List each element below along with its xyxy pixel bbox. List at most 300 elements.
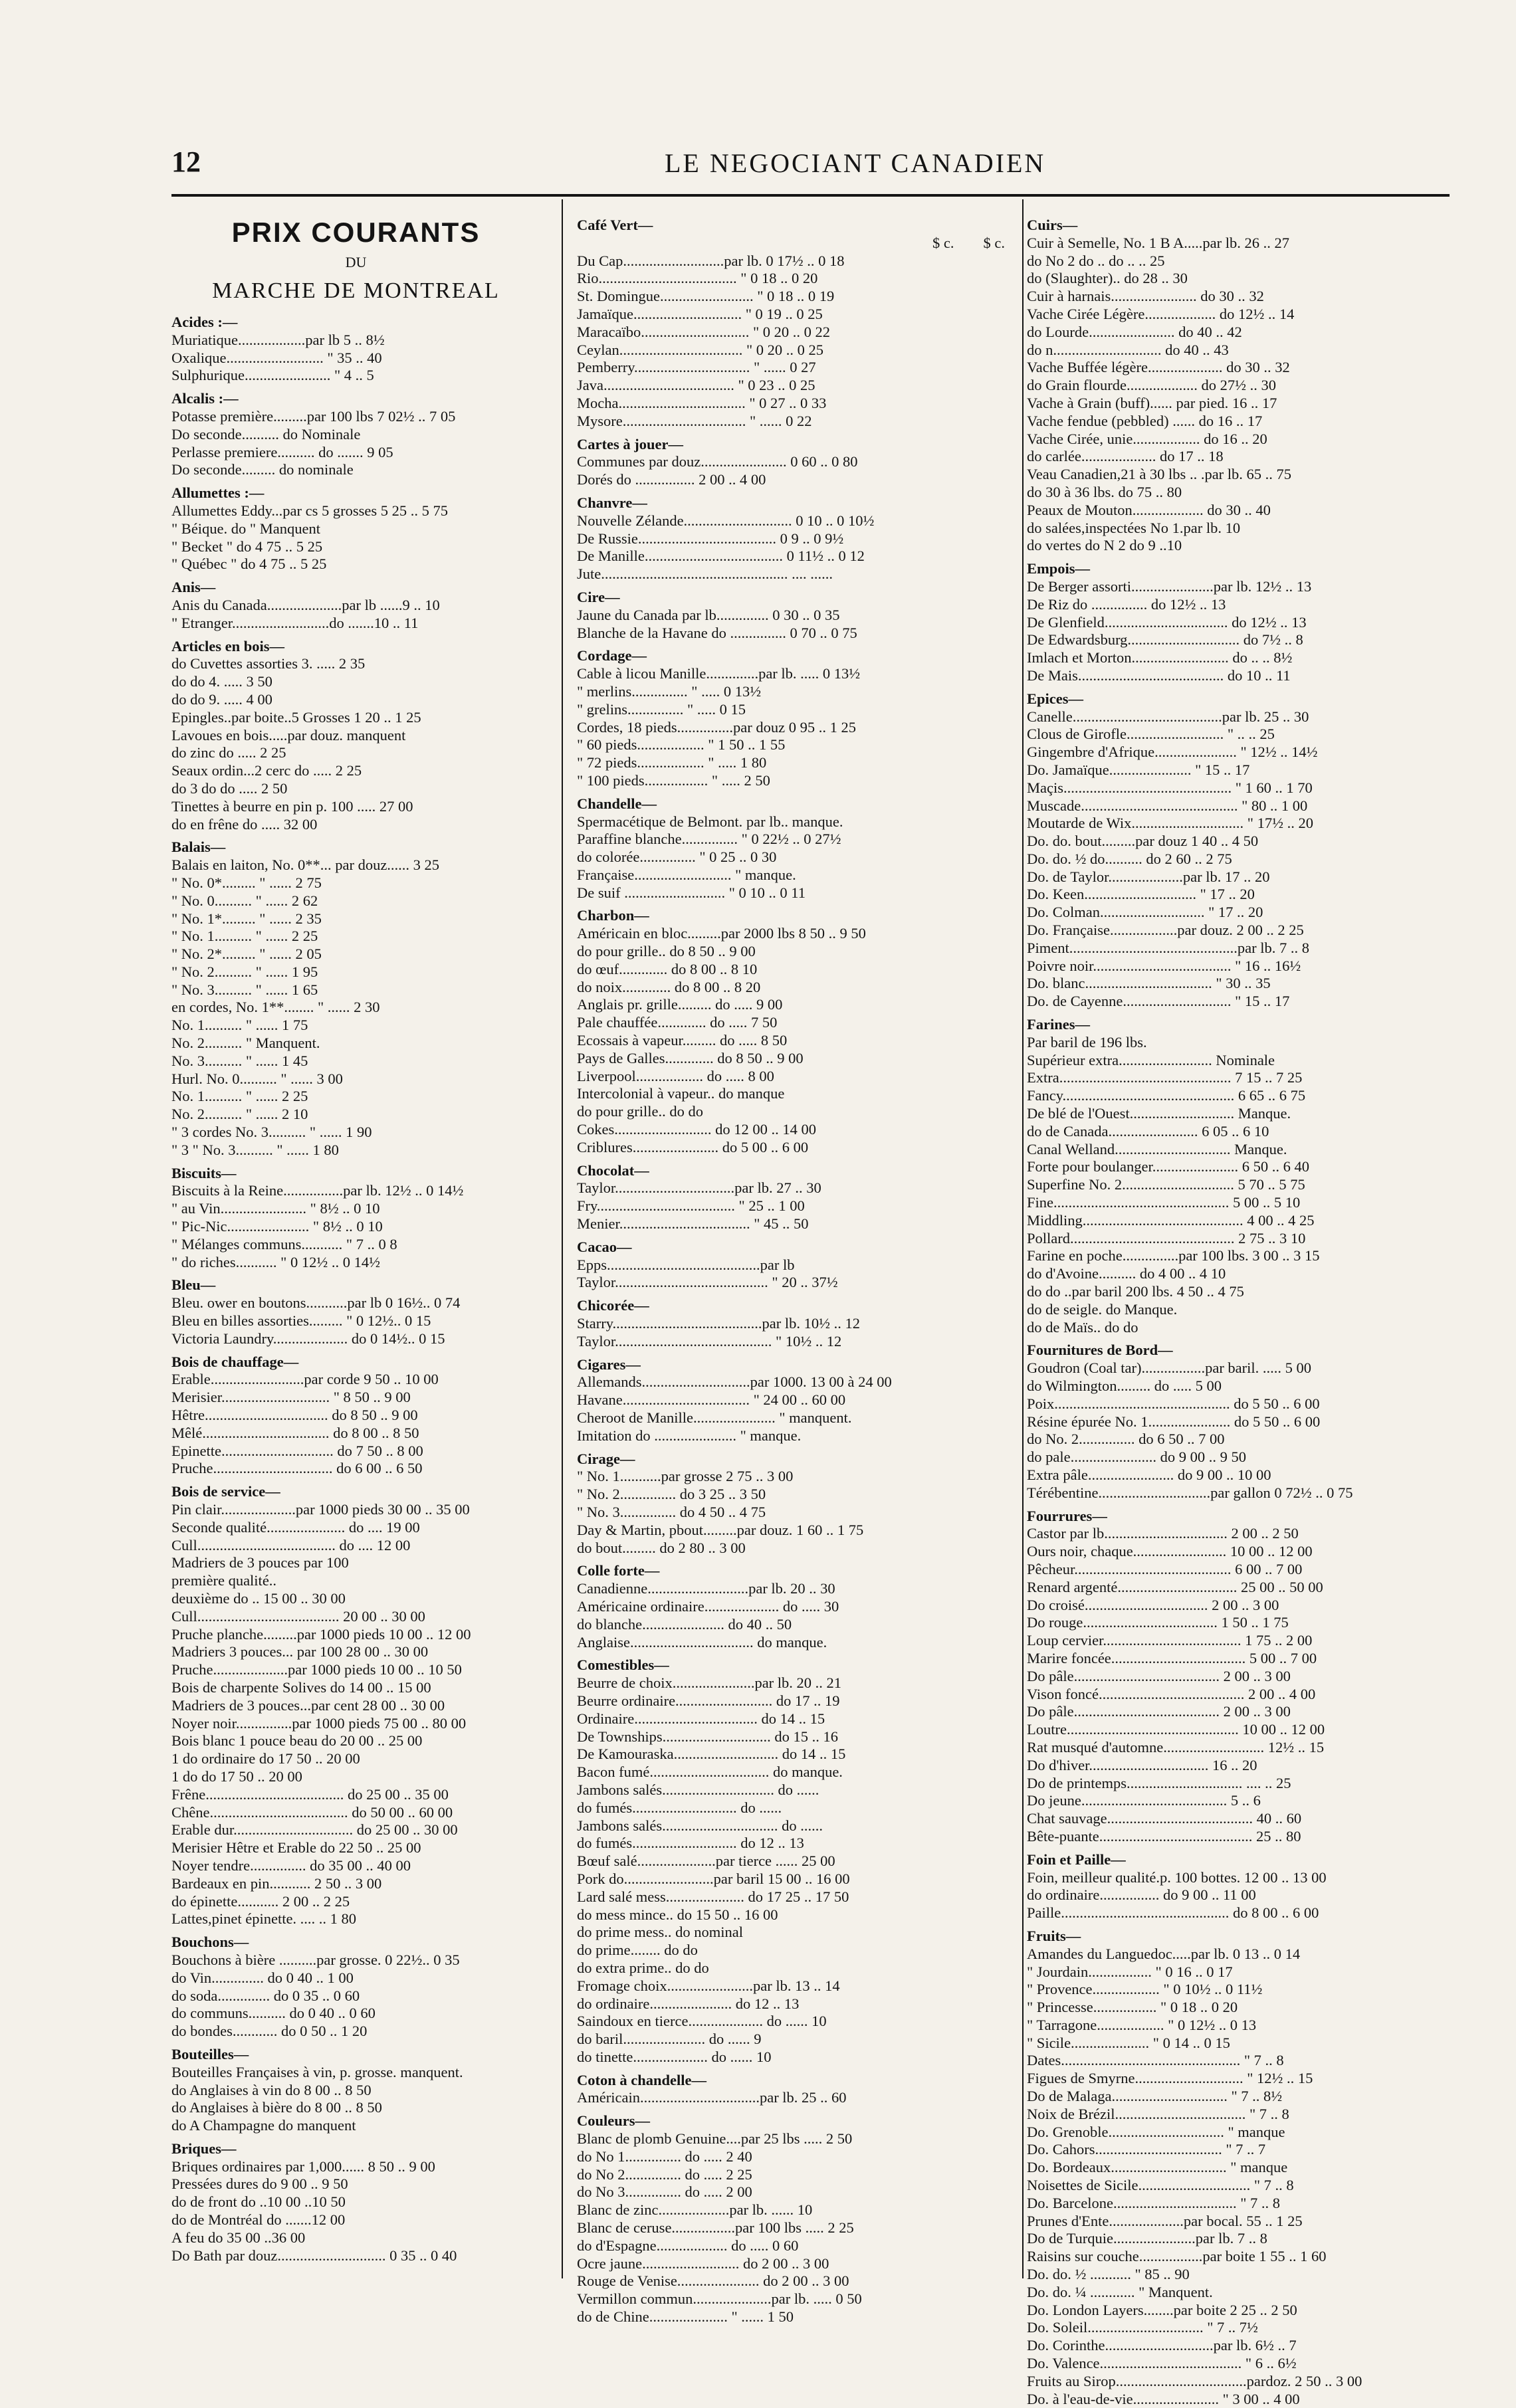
price-line: do épinette........... 2 00 .. 2 25 — [171, 1892, 350, 1910]
price-line: Nouvelle Zélande............................. 0 10 .. 0 10½ — [577, 512, 875, 529]
price-line: Renard argenté................................ 25 00 .. 50 00 — [1027, 1578, 1323, 1595]
section-title: Couleurs— — [577, 2112, 651, 2130]
price-line: Rouge de Venise...................... do 2 00 .. 3 00 — [577, 2272, 849, 2290]
price-line: Piment.............................................par lb. 7 .. 8 — [1027, 939, 1309, 956]
section-title: Foin et Paille— — [1027, 1851, 1126, 1868]
price-line: Pork do........................par baril 15 00 .. 16 00 — [577, 1870, 850, 1887]
price-line: Madriers de 3 pouces par 100 — [171, 1554, 349, 1571]
price-line: Goudron (Coal tar).................par baril. ..... 5 00 — [1027, 1359, 1312, 1377]
price-line: " 100 pieds................. " ..... 2 50 — [577, 771, 770, 789]
masthead-du: DU — [345, 254, 367, 270]
price-line: Maçis............................................. " 1 60 .. 1 70 — [1027, 779, 1313, 796]
price-line: De blé de l'Ouest............................ Manque. — [1027, 1105, 1291, 1122]
price-line: do (Slaughter).. do 28 .. 30 — [1027, 270, 1188, 287]
price-line: Chat sauvage....................................... 40 .. 60 — [1027, 1810, 1302, 1827]
price-line: Par baril de 196 lbs. — [1027, 1033, 1147, 1051]
price-line: No. 2.......... " Manquent. — [171, 1035, 320, 1052]
price-line: " Etranger..........................do .......10 .. 11 — [171, 614, 419, 631]
section-title: Biscuits— — [171, 1164, 237, 1181]
price-line: Blanche de la Havane do ............... 0 70 .. 0 75 — [577, 624, 857, 641]
price-line: " No. 3............... do 4 50 .. 4 75 — [577, 1503, 766, 1520]
price-line: De Townships............................. do 15 .. 16 — [577, 1728, 839, 1745]
price-line: Fromage choix.......................par lb. 13 .. 14 — [577, 1977, 840, 1994]
price-line: do zinc do ..... 2 25 — [171, 744, 286, 761]
price-line: " No. 1.......... " ...... 2 25 — [171, 928, 318, 945]
price-line: Bois blanc 1 pouce beau do 20 00 .. 25 00 — [171, 1732, 423, 1750]
price-line: do Anglaises à vin do 8 00 .. 8 50 — [171, 2081, 372, 2098]
price-line: Cheroot de Manille...................... " manquent. — [577, 1409, 852, 1426]
price-line: Rio..................................... " 0 18 .. 0 20 — [577, 270, 818, 287]
price-column-1 — [171, 211, 540, 2264]
price-line: Cull..................................... do .... 12 00 — [171, 1536, 411, 1554]
price-line: do do ..par baril 200 lbs. 4 50 .. 4 75 — [1027, 1283, 1244, 1300]
price-line: do No 3............... do ..... 2 00 — [577, 2183, 752, 2201]
price-line: Do. Keen.............................. " 17 .. 20 — [1027, 886, 1255, 903]
price-line: Do. Cahors.................................. " 7 .. 7 — [1027, 2141, 1266, 2158]
price-line: Forte pour boulanger....................... 6 50 .. 6 40 — [1027, 1158, 1309, 1175]
price-line: Liverpool.................. do ..... 8 00 — [577, 1067, 774, 1084]
price-line: Bête-puante......................................... 25 .. 80 — [1027, 1827, 1301, 1845]
price-line: Do. Française..................par douz. 2 00 .. 2 25 — [1027, 922, 1304, 939]
price-line: Noyer tendre............... do 35 00 .. 40 00 — [171, 1856, 411, 1874]
price-line: " Pic-Nic...................... " 8½ .. 0 10 — [171, 1218, 383, 1235]
section-title: Comestibles— — [577, 1656, 669, 1674]
price-line: Cable à licou Manille..............par lb. ..... 0 13½ — [577, 665, 861, 682]
price-line: do Grain flourde................... do 27½ .. 30 — [1027, 377, 1276, 394]
price-line: do tinette.................... do ...... 10 — [577, 2048, 772, 2065]
price-line: Ours noir, chaque......................... 10 00 .. 12 00 — [1027, 1543, 1313, 1560]
price-line: Do. London Layers........par boite 2 25 .. 2 50 — [1027, 2301, 1297, 2318]
price-line: De suif ........................... " 0 10 .. 0 11 — [577, 884, 806, 901]
section-title: Farines— — [1027, 1016, 1090, 1033]
price-line: Do rouge.................................... 1 50 .. 1 75 — [1027, 1614, 1289, 1631]
section-title: Cire— — [577, 588, 620, 605]
price-line: do bondes............ do 0 50 .. 1 20 — [171, 2023, 368, 2040]
price-line: Havane.................................. " 24 00 .. 60 00 — [577, 1391, 846, 1409]
price-line: do fumés............................ do ...... — [577, 1799, 782, 1816]
price-line: do colorée............... " 0 25 .. 0 30 — [577, 849, 777, 866]
price-line: Muscade.......................................... " 80 .. 1 00 — [1027, 797, 1308, 814]
price-line: do de front do ..10 00 ..10 50 — [171, 2193, 346, 2211]
price-line: Hêtre................................. do 8 50 .. 9 00 — [171, 1407, 418, 1424]
price-line: " Princesse................. " 0 18 .. 0 20 — [1027, 1999, 1238, 2016]
price-line: Briques ordinaires par 1,000...... 8 50 .. 9 00 — [171, 2157, 435, 2175]
price-line: do pale....................... do 9 00 .. 9 50 — [1027, 1449, 1246, 1466]
journal-title: LE NEGOCIANT CANADIEN — [665, 148, 1046, 178]
section-title: Fournitures de Bord— — [1027, 1342, 1173, 1359]
price-line: Noisettes de Sicile.............................. " 7 .. 8 — [1027, 2177, 1294, 2194]
price-line: A feu do 35 00 ..36 00 — [171, 2229, 306, 2246]
price-line: Prunes d'Ente....................par bocal. 55 .. 1 25 — [1027, 2212, 1303, 2229]
price-line: do Vin.............. do 0 40 .. 1 00 — [171, 1969, 354, 1986]
price-line: Merisier Hêtre et Erable do 22 50 .. 25 00 — [171, 1839, 421, 1856]
section-title: Alcalis :— — [171, 390, 239, 407]
price-line: Menier................................... " 45 .. 50 — [577, 1215, 809, 1233]
price-line: Madriers de 3 pouces...par cent 28 00 .. 30 00 — [171, 1696, 445, 1714]
price-line: Poivre noir..................................... " 16 .. 16½ — [1027, 957, 1301, 974]
column-divider — [1022, 199, 1024, 2278]
section-title: Balais— — [171, 839, 226, 856]
price-line: Cuir à Semelle, No. 1 B A.....par lb. 26 .. 27 — [1027, 234, 1289, 251]
price-line: do carlée.................... do 17 .. 18 — [1027, 448, 1224, 465]
price-line: " No. 1*......... " ...... 2 35 — [171, 910, 322, 927]
currency-header — [577, 235, 1022, 252]
price-line: do 30 à 36 lbs. do 75 .. 80 — [1027, 483, 1182, 500]
price-line: Paille............................................. do 8 00 .. 6 00 — [1027, 1904, 1319, 1922]
price-line: 1 do do 17 50 .. 20 00 — [171, 1767, 302, 1785]
price-line: " 3 " No. 3.......... " ...... 1 80 — [171, 1141, 339, 1158]
price-line: do No. 2............... do 6 50 .. 7 00 — [1027, 1431, 1225, 1448]
price-line: " merlins............... " ..... 0 13½ — [577, 682, 762, 700]
price-line: Do. do. ¼ ............ " Manquent. — [1027, 2283, 1213, 2300]
price-line: deuxième do .. 15 00 .. 30 00 — [171, 1589, 346, 1607]
price-line: Extra pâle....................... do 9 00 .. 10 00 — [1027, 1466, 1271, 1483]
price-line: Do. do. ½ do.......... do 2 60 .. 2 75 — [1027, 850, 1232, 867]
section-title: Bois de chauffage— — [171, 1353, 299, 1370]
price-line: do Lourde....................... do 40 .. 42 — [1027, 323, 1242, 340]
section-title: Chanvre— — [577, 494, 647, 511]
price-line: Térébentine..............................par gallon 0 72½ .. 0 75 — [1027, 1484, 1353, 1501]
price-line: No. 2.......... " ...... 2 10 — [171, 1106, 308, 1123]
price-line: Victoria Laundry.................... do 0 14½.. 0 15 — [171, 1330, 445, 1347]
price-line: Spermacétique de Belmont. par lb.. manque. — [577, 813, 843, 830]
price-line: De Russie..................................... 0 9 .. 0 9½ — [577, 530, 844, 547]
price-line: " No. 2.......... " ...... 1 95 — [171, 963, 318, 980]
price-line: Cull...................................... 20 00 .. 30 00 — [171, 1607, 425, 1625]
price-line: Foin, meilleur qualité.p. 100 bottes. 12 00 .. 13 00 — [1027, 1868, 1327, 1886]
section-title: Cordage— — [577, 647, 647, 664]
price-line: Do seconde.......... do Nominale — [171, 425, 361, 443]
price-line: Merisier............................. " 8 50 .. 9 00 — [171, 1389, 411, 1406]
price-line: Superfine No. 2.............................. 5 70 .. 5 75 — [1027, 1176, 1305, 1193]
price-line: Ecossais à vapeur......... do ..... 8 50 — [577, 1032, 788, 1049]
price-line: do n............................. do 40 .. 43 — [1027, 341, 1229, 358]
price-line: Lard salé mess..................... do 17 25 .. 17 50 — [577, 1888, 849, 1905]
price-line: Marire foncée.................................... 5 00 .. 7 00 — [1027, 1649, 1317, 1666]
price-line: Peaux de Mouton................... do 30 .. 40 — [1027, 501, 1271, 518]
price-line: " No. 3.......... " ...... 1 65 — [171, 981, 318, 998]
price-line: Do. Colman............................ " 17 .. 20 — [1027, 904, 1263, 921]
price-line: Sulphurique....................... " 4 .. 5 — [171, 367, 374, 384]
price-line: Jamaïque............................. " 0 19 .. 0 25 — [577, 305, 823, 322]
price-line: Imitation do ...................... " manque. — [577, 1427, 802, 1444]
price-line: Vache Buffée légère.................... do 30 .. 32 — [1027, 359, 1290, 376]
section-title: Epices— — [1027, 690, 1084, 707]
price-line: Communes par douz....................... 0 60 .. 0 80 — [577, 453, 858, 470]
price-line: Pruche....................par 1000 pieds 10 00 .. 10 50 — [171, 1661, 462, 1678]
price-line: 1 do ordinaire do 17 50 .. 20 00 — [171, 1750, 360, 1767]
price-line: Taylor.......................................... " 10½ .. 12 — [577, 1332, 842, 1350]
price-line: Do jeune....................................... 5 .. 6 — [1027, 1792, 1261, 1809]
price-line: Fry..................................... " 25 .. 1 00 — [577, 1197, 805, 1215]
price-line: Seconde qualité..................... do .... 19 00 — [171, 1518, 420, 1536]
price-line: " Québec " do 4 75 .. 5 25 — [171, 555, 327, 573]
price-line: Do. de Cayenne............................. " 15 .. 17 — [1027, 993, 1290, 1010]
price-line: Pin clair....................par 1000 pieds 30 00 .. 35 00 — [171, 1501, 470, 1518]
price-line: do de Canada........................ 6 05 .. 6 10 — [1027, 1122, 1269, 1140]
price-line: Erable.........................par corde 9 50 .. 10 00 — [171, 1371, 439, 1388]
price-line: " No. 0.......... " ...... 2 62 — [171, 892, 318, 909]
price-line: Beurre ordinaire.......................... do 17 .. 19 — [577, 1692, 840, 1709]
price-line: Epinette.............................. do 7 50 .. 8 00 — [171, 1442, 423, 1459]
price-line: Do. de Taylor....................par lb. 17 .. 20 — [1027, 868, 1270, 885]
price-line: Do. à l'eau-de-vie....................... " 3 00 .. 4 00 — [1027, 2390, 1300, 2407]
price-line: Paraffine blanche............... " 0 22½ .. 0 27½ — [577, 831, 841, 848]
price-line: Do. Valence...................................... " 6 .. 6½ — [1027, 2355, 1297, 2372]
price-line: " 72 pieds.................. " ..... 1 80 — [577, 754, 767, 771]
price-line: do communs.......... do 0 40 .. 0 60 — [171, 2005, 376, 2022]
price-line: Bœuf salé.....................par tierce ...... 25 00 — [577, 1853, 835, 1870]
column-sections — [171, 314, 540, 2264]
header-rule — [171, 194, 1450, 197]
price-line: do d'Espagne................... do ..... 0 60 — [577, 2237, 799, 2254]
price-line: Mocha.................................. " 0 27 .. 0 33 — [577, 394, 827, 411]
price-line: Do d'hiver................................ 16 .. 20 — [1027, 1756, 1257, 1773]
price-line: Blanc de zinc...................par lb. ...... 10 — [577, 2201, 813, 2219]
price-line: Moutarde de Wix.............................. " 17½ .. 20 — [1027, 815, 1313, 832]
price-line: Pale chauffée............. do ..... 7 50 — [577, 1014, 778, 1031]
price-line: do de Chine..................... " ...... 1 50 — [577, 2308, 794, 2326]
price-line: Do Bath par douz............................. 0 35 .. 0 40 — [171, 2247, 457, 2264]
price-line: Do. blanc.................................. " 30 .. 35 — [1027, 975, 1271, 992]
price-line: Vache Cirée Légère................... do 12½ .. 14 — [1027, 305, 1295, 322]
price-line: Bois de charpente Solives do 14 00 .. 15 00 — [171, 1678, 431, 1696]
price-line: " 60 pieds.................. " 1 50 .. 1 55 — [577, 736, 786, 753]
price-line: Rat musqué d'automne........................... 12½ .. 15 — [1027, 1738, 1325, 1756]
price-line: Anis du Canada....................par lb ......9 .. 10 — [171, 596, 440, 613]
price-line: do 3 do do ..... 2 50 — [171, 779, 288, 797]
price-line: Allemands.............................par 1000. 13 00 à 24 00 — [577, 1373, 892, 1391]
price-line: Maracaïbo............................. " 0 20 .. 0 22 — [577, 323, 831, 340]
price-line: do vertes do N 2 do 9 ..10 — [1027, 537, 1182, 554]
price-line: do fumés............................ do 12 .. 13 — [577, 1835, 804, 1852]
price-line: Hurl. No. 0.......... " ...... 3 00 — [171, 1070, 343, 1087]
price-line: Lattes,pinet épinette. .... .. 1 80 — [171, 1910, 357, 1928]
price-line: do do 9. ..... 4 00 — [171, 690, 272, 708]
price-line: Cordes, 18 pieds...............par douz 0 95 .. 1 25 — [577, 718, 856, 736]
price-line: Biscuits à la Reine................par lb. 12½ .. 0 14½ — [171, 1182, 464, 1199]
price-line: Bardeaux en pin........... 2 50 .. 3 00 — [171, 1874, 382, 1892]
price-line: Cokes.......................... do 12 00 .. 14 00 — [577, 1121, 816, 1138]
price-line: Gingembre d'Afrique...................... " 12½ .. 14½ — [1027, 744, 1318, 761]
price-line: Dates................................................ " 7 .. 8 — [1027, 2052, 1284, 2069]
section-title: Bois de service— — [171, 1483, 280, 1500]
price-line: " Mélanges communs........... " 7 .. 0 8 — [171, 1235, 397, 1253]
price-line: Bouchons à bière ..........par grosse. 0 22½.. 0 35 — [171, 1951, 460, 1968]
price-line: Vison foncé....................................... 2 00 .. 4 00 — [1027, 1685, 1316, 1702]
price-line: Allumettes Eddy...par cs 5 grosses 5 25 .. 5 75 — [171, 502, 448, 519]
section-title: Cigares— — [577, 1355, 641, 1373]
price-line: Farine en poche...............par 100 lbs. 3 00 .. 3 15 — [1027, 1247, 1320, 1264]
price-line: en cordes, No. 1**........ " ...... 2 30 — [171, 999, 380, 1016]
price-line: Blanc de plomb Genuine....par 25 lbs ..... 2 50 — [577, 2130, 853, 2148]
price-line: Saindoux en tierce.................... do ...... 10 — [577, 2013, 827, 2030]
section-title: Fourrures— — [1027, 1507, 1107, 1524]
price-line: Frêne..................................... do 25 00 .. 35 00 — [171, 1785, 449, 1803]
price-line: do No 2............... do ..... 2 25 — [577, 2165, 752, 2183]
section-title: Charbon— — [577, 907, 649, 924]
price-line: Pemberry............................... " ...... 0 27 — [577, 359, 816, 376]
price-line: Bacon fumé................................ do manque. — [577, 1763, 843, 1781]
section-title: Chocolat— — [577, 1161, 649, 1179]
price-line: Noyer noir...............par 1000 pieds 75 00 .. 80 00 — [171, 1714, 467, 1732]
column-sections — [577, 217, 1022, 2326]
price-line: do do 4. ..... 3 50 — [171, 673, 272, 690]
price-line: Raisins sur couche.................par boite 1 55 .. 1 60 — [1027, 2248, 1327, 2265]
price-line: " No. 2*......... " ...... 2 05 — [171, 946, 322, 963]
price-line: do Cuvettes assorties 3. ..... 2 35 — [171, 655, 366, 672]
price-line: do de Maïs.. do do — [1027, 1318, 1138, 1336]
section-title: Empois— — [1027, 560, 1091, 577]
price-line: St. Domingue......................... " 0 18 .. 0 19 — [577, 288, 835, 305]
price-line: do No 2 do .. do .. .. 25 — [1027, 252, 1165, 269]
price-line: Noix de Brézil................................... " 7 .. 8 — [1027, 2105, 1289, 2122]
section-title: Bleu— — [171, 1276, 216, 1294]
masthead-title: PRIX COURANTS — [231, 217, 481, 248]
price-line: do ordinaire................ do 9 00 .. 11 00 — [1027, 1886, 1256, 1904]
price-line: " Becket " do 4 75 .. 5 25 — [171, 538, 323, 555]
price-line: première qualité.. — [171, 1572, 277, 1589]
price-line: Amandes du Languedoc.....par lb. 0 13 .. 0 14 — [1027, 1945, 1301, 1962]
price-line: Pêcheur.......................................... 6 00 .. 7 00 — [1027, 1560, 1303, 1577]
price-line: " Tarragone.................. " 0 12½ .. 0 13 — [1027, 2016, 1257, 2033]
price-line: Jambons salés.............................. do ...... — [577, 1781, 819, 1798]
masthead — [171, 214, 540, 308]
price-line: " No. 1...........par grosse 2 75 .. 3 00 — [577, 1468, 794, 1485]
price-line: " 3 cordes No. 3.......... " ...... 1 90 — [171, 1124, 372, 1141]
price-line: Vache à Grain (buff)...... par pied. 16 .. 17 — [1027, 394, 1277, 411]
price-line: Canal Welland............................... Manque. — [1027, 1140, 1287, 1157]
section-title: Colle forte— — [577, 1562, 660, 1579]
price-line: Fancy.............................................. 6 65 .. 6 75 — [1027, 1087, 1306, 1104]
price-line: De Berger assorti......................par lb. 12½ .. 13 — [1027, 577, 1312, 595]
price-line: Supérieur extra......................... Nominale — [1027, 1051, 1275, 1068]
section-title: Acides :— — [171, 314, 238, 330]
section-title: Cartes à jouer— — [577, 435, 683, 452]
price-line: Castor par lb................................. 2 00 .. 2 50 — [1027, 1525, 1299, 1542]
price-line: " Provence.................. " 0 10½ .. 0 11½ — [1027, 1981, 1263, 1998]
price-line: Américaine ordinaire.................... do ..... 30 — [577, 1597, 839, 1615]
price-line: do en frêne do ..... 32 00 — [171, 815, 318, 833]
section-title: Anis— — [171, 579, 216, 596]
section-title: Briques— — [171, 2140, 237, 2157]
price-line: " au Vin....................... " 8½ .. 0 10 — [171, 1200, 380, 1217]
price-line: De Manille..................................... 0 11½ .. 0 12 — [577, 548, 865, 565]
section-title: Bouteilles— — [171, 2045, 249, 2062]
price-line: do mess mince.. do 15 50 .. 16 00 — [577, 1906, 778, 1923]
price-line: Oxalique.......................... " 35 .. 40 — [171, 349, 382, 366]
price-line: Do. Soleil............................... " 7 .. 7½ — [1027, 2319, 1258, 2336]
price-line: do ordinaire...................... do 12 .. 13 — [577, 1995, 800, 2012]
section-title: Chandelle— — [577, 795, 657, 812]
price-line: Clous de Girofle.......................... " .. .. 25 — [1027, 726, 1275, 743]
price-line: Madriers 3 pouces... par 100 28 00 .. 30 00 — [171, 1643, 429, 1660]
price-line: Do. Grenoble............................... " manque — [1027, 2123, 1285, 2140]
price-line: Java................................... " 0 23 .. 0 25 — [577, 377, 815, 394]
price-line: do œuf............. do 8 00 .. 8 10 — [577, 960, 758, 977]
price-line: Bleu. ower en boutons...........par lb 0 16½.. 0 74 — [171, 1294, 461, 1312]
price-line: Do. Jamaïque...................... " 15 .. 17 — [1027, 761, 1250, 778]
price-line: Beurre de choix......................par lb. 20 .. 21 — [577, 1674, 842, 1692]
currency-label: $ c. — [983, 234, 1005, 251]
page-number: 12 — [171, 146, 201, 178]
price-line: Bleu en billes assorties......... " 0 12½.. 0 15 — [171, 1312, 431, 1330]
price-line: " No. 0*......... " ...... 2 75 — [171, 874, 322, 891]
price-line: do bout......... do 2 80 .. 3 00 — [577, 1539, 746, 1556]
price-line: do de seigle. do Manque. — [1027, 1300, 1178, 1318]
price-line: Française.......................... " manque. — [577, 866, 796, 883]
price-line: " No. 2............... do 3 25 .. 3 50 — [577, 1486, 766, 1503]
section-title: Coton à chandelle— — [577, 2071, 707, 2088]
price-line: " Jourdain................. " 0 16 .. 0 17 — [1027, 1963, 1233, 1980]
price-line: do de Montréal do .......12 00 — [171, 2211, 346, 2229]
price-line: Anglaise................................. do manque. — [577, 1633, 827, 1651]
price-line: Canelle........................................par lb. 25 .. 30 — [1027, 708, 1309, 725]
section-title: Cacao— — [577, 1238, 632, 1255]
price-line: Figues de Smyrne............................. " 12½ .. 15 — [1027, 2070, 1313, 2087]
price-line: No. 1.......... " ...... 2 25 — [171, 1088, 308, 1105]
price-line: Fine............................................... 5 00 .. 5 10 — [1027, 1194, 1301, 1211]
price-line: do Anglaises à bière do 8 00 .. 8 50 — [171, 2099, 382, 2116]
section-title: Bouchons— — [171, 1934, 249, 1951]
price-line: Jute.................................................. .... ...... — [577, 565, 833, 583]
price-line: do prime........ do do — [577, 1942, 698, 1959]
price-line: Do de Turquie......................par lb. 7 .. 8 — [1027, 2230, 1267, 2247]
price-line: No. 1.......... " ...... 1 75 — [171, 1017, 308, 1034]
price-line: Fruits au Sirop...................................pardoz. 2 50 .. 3 00 — [1027, 2372, 1362, 2389]
price-line: " Sicile..................... " 0 14 .. 0 15 — [1027, 2034, 1230, 2051]
price-line: Jaune du Canada par lb.............. 0 30 .. 0 35 — [577, 606, 840, 623]
section-title: Chicorée— — [577, 1297, 649, 1314]
column-divider — [562, 199, 563, 2278]
price-line: Do croisé................................. 2 00 .. 3 00 — [1027, 1596, 1279, 1613]
price-line: Anglais pr. grille......... do ..... 9 00 — [577, 996, 783, 1013]
price-line: do extra prime.. do do — [577, 1959, 709, 1976]
price-line: do prime mess.. do nominal — [577, 1924, 743, 1941]
price-line: Do. Barcelone................................. " 7 .. 8 — [1027, 2194, 1281, 2211]
price-line: do d'Avoine.......... do 4 00 .. 4 10 — [1027, 1265, 1226, 1282]
price-line: do baril...................... do ...... 9 — [577, 2031, 762, 2048]
price-line: Muriatique..................par lb 5 .. 8½ — [171, 331, 385, 348]
price-line: Do. do. bout.........par douz 1 40 .. 4 50 — [1027, 833, 1259, 850]
price-line: Pollard............................................ 2 75 .. 3 10 — [1027, 1229, 1306, 1247]
price-line: Do. Bordeaux............................... " manque — [1027, 2159, 1288, 2176]
price-column-3 — [1027, 211, 1452, 2408]
price-line: Tinettes à beurre en pin p. 100 ..... 27 00 — [171, 797, 413, 815]
price-line: Du Cap...........................par lb. 0 17½ .. 0 18 — [577, 252, 845, 269]
price-line: " Béique. do " Manquent — [171, 520, 320, 537]
price-line: Dorés do ................ 2 00 .. 4 00 — [577, 471, 766, 488]
price-line: Loutre.............................................. 10 00 .. 12 00 — [1027, 1721, 1325, 1738]
price-line: Blanc de ceruse.................par 100 lbs ..... 2 25 — [577, 2219, 854, 2237]
price-line: Taylor......................................... " 20 .. 37½ — [577, 1274, 838, 1291]
price-line: Veau Canadien,21 à 30 lbs .. .par lb. 65 .. 75 — [1027, 466, 1292, 483]
price-line: do pour grille.. do do — [577, 1103, 703, 1120]
price-line: Do de printemps............................... .... .. 25 — [1027, 1774, 1291, 1791]
price-line: Vermillon commun.....................par lb. ..... 0 50 — [577, 2290, 862, 2308]
price-line: do No 1............... do ..... 2 40 — [577, 2148, 752, 2165]
section-title: Cirage— — [577, 1450, 635, 1467]
section-title: Cuirs— — [1027, 217, 1078, 233]
price-line: Taylor................................par lb. 27 .. 30 — [577, 1179, 821, 1197]
price-line: Intercolonial à vapeur.. do manque — [577, 1085, 785, 1102]
price-line: do soda.............. do 0 35 .. 0 60 — [171, 1987, 360, 2004]
price-line: De Mais....................................... do 10 .. 11 — [1027, 666, 1291, 684]
price-line: do salées,inspectées No 1.par lb. 10 — [1027, 519, 1241, 536]
price-line: Pruche planche.........par 1000 pieds 10 00 .. 12 00 — [171, 1625, 471, 1643]
price-line: Pruche................................ do 6 00 .. 6 50 — [171, 1460, 423, 1477]
price-column-2 — [577, 211, 1022, 2326]
